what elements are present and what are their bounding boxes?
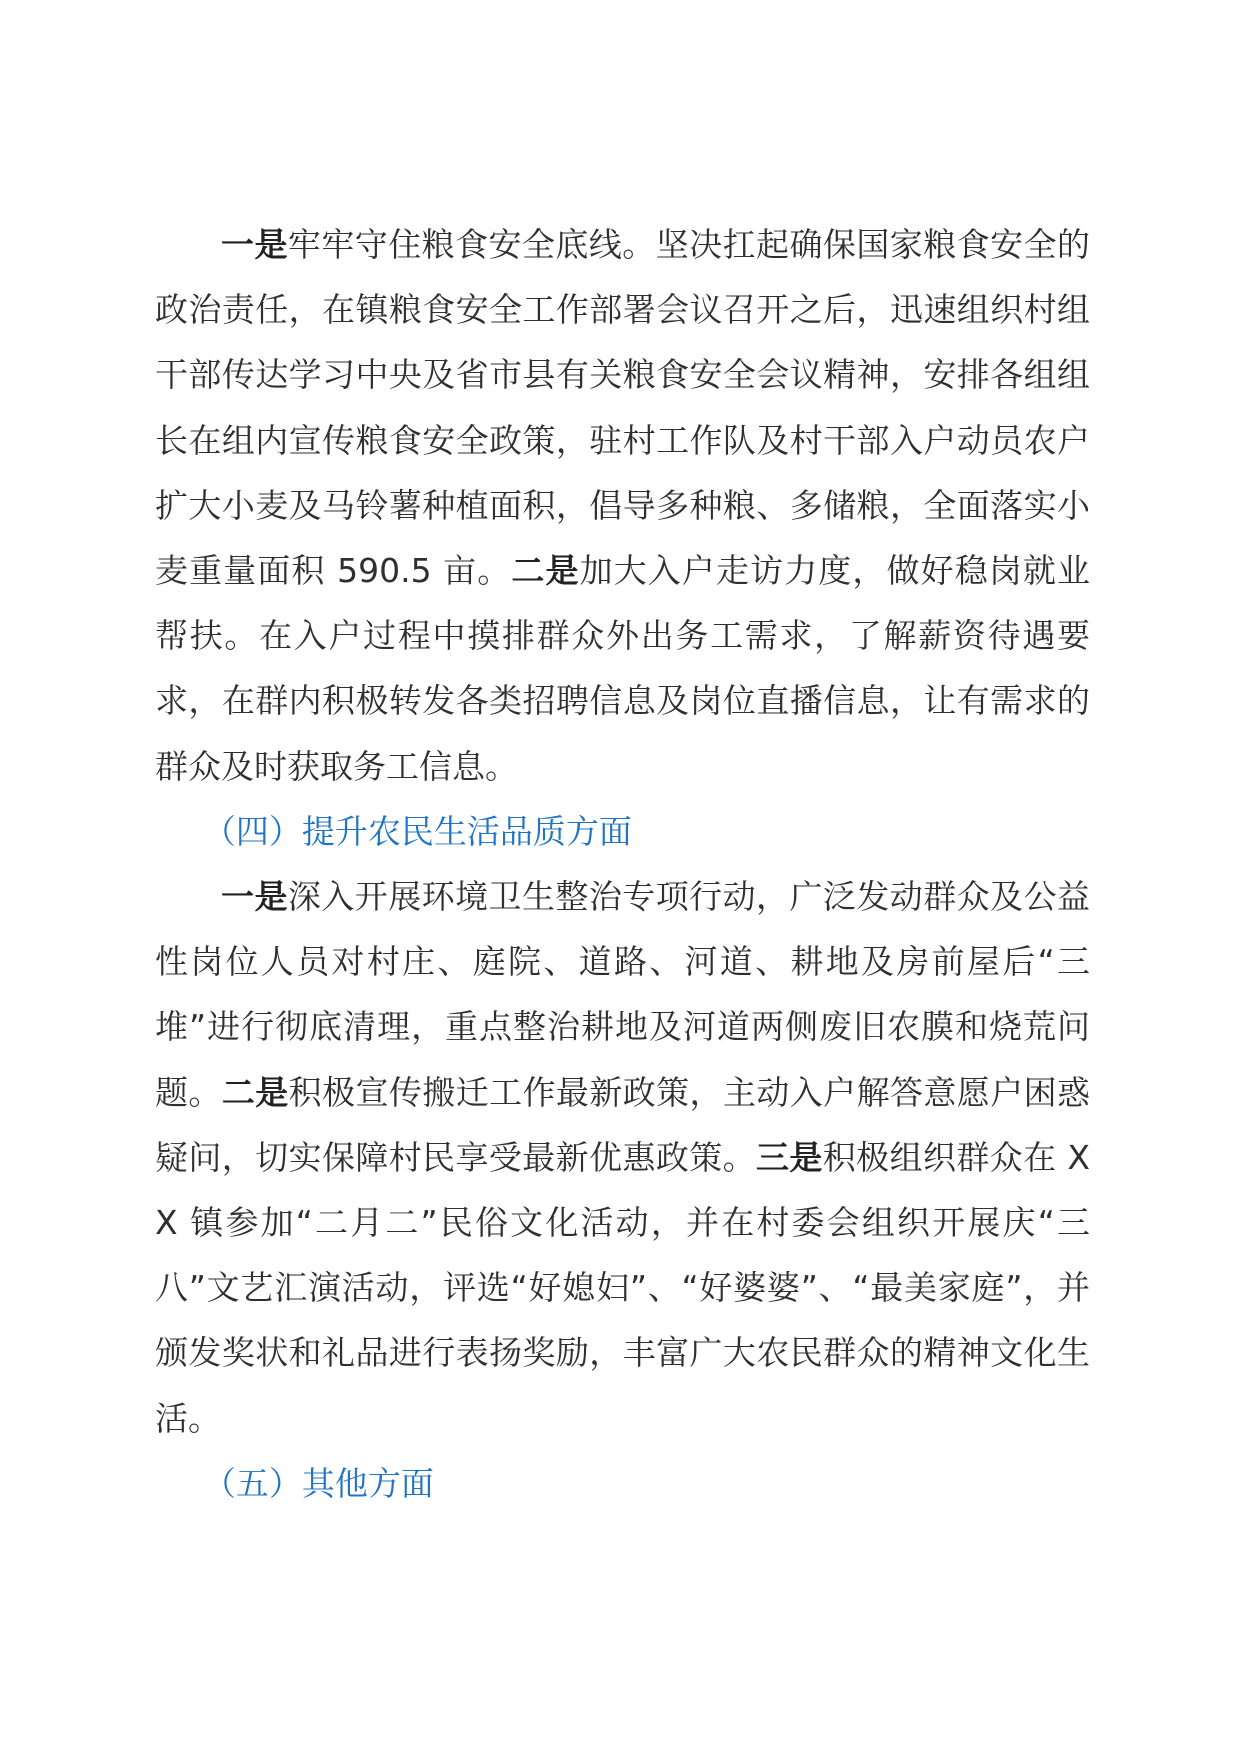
lead-marker: 二是 xyxy=(221,1072,289,1112)
paragraph-text: 加大入户走访力度，做好稳岗就业帮扶。在入户过程中摸排群众外出务工需求，了解薪资待遇要求，在群内积极转发各类招聘信息及岗位直播信息，让有需求的群众及时获取务工信息。 xyxy=(155,551,1091,786)
document-page xyxy=(155,212,1090,1516)
lead-marker: 一是 xyxy=(221,877,288,917)
paragraph-text: 牢牢守住粮食安全底线。坚决扛起确保国家粮食安全的政治责任，在镇粮食安全工作部署会议召开之后，迅速组织村组干部传达学习中央及省市县有关粮食安全会议精神，安排各组组长在组内宣传粮食安全政策，驻村工作队及村干部入户动员农户扩大小麦及马铃薯种植面积，倡导多种粮、多储粮，全面落实小麦重量面积 590.5 亩。 xyxy=(155,225,1091,591)
paragraph-text: 积极组织群众在 XX 镇参加“二月二”民俗文化活动，并在村委会组织开展庆“三八”文艺汇演活动，评选“好媳妇”、“好婆婆”、“最美家庭”，并颁发奖状和礼品进行表扬奖励，丰富广大农民群众的精神文化生活。 xyxy=(155,1137,1091,1438)
paragraph-food-security xyxy=(155,212,1090,799)
section-heading-four: （四）提升农民生活品质方面 xyxy=(202,811,632,851)
lead-marker: 三是 xyxy=(756,1137,823,1177)
lead-marker: 一是 xyxy=(221,225,288,264)
section-heading-five: （五）其他方面 xyxy=(202,1463,434,1503)
paragraph-text: 深入开展环境卫生整治专项行动，广泛发动群众及公益性岗位人员对村庄、庭院、道路、河道、耕地及房前屋后“三堆”进行彻底清理，重点整治耕地及河道两侧废旧农膜和烧荒问题。 xyxy=(155,877,1091,1112)
paragraph-living-quality xyxy=(155,864,1090,1451)
lead-marker: 二是 xyxy=(511,551,580,591)
paragraph-text: 积极宣传搬迁工作最新政策，主动入户解答意愿户困惑疑问，切实保障村民享受最新优惠政策。 xyxy=(155,1072,1091,1177)
